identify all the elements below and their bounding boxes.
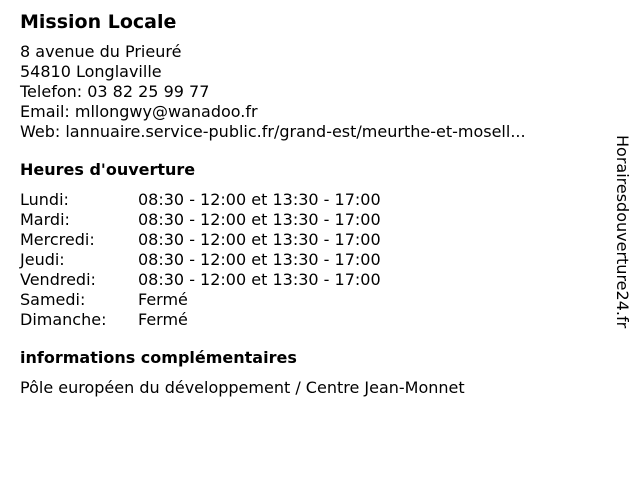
site-watermark: Horairesdouverture24.fr: [613, 135, 632, 329]
listing-card: [20, 10, 600, 398]
opening-hours-heading: Heures d'ouverture: [20, 160, 196, 179]
hours-time-value: 08:30 - 12:00 et 13:30 - 17:00: [138, 250, 381, 269]
hours-time-value: Fermé: [138, 290, 188, 309]
address-street: 8 avenue du Prieuré: [20, 42, 182, 61]
hours-row-friday: [20, 270, 600, 290]
additional-info-text: Pôle européen du développement / Centre Jean-Monnet: [20, 378, 465, 397]
hours-row-monday: [20, 190, 600, 210]
hours-row-tuesday: [20, 210, 600, 230]
hours-day-label: Vendredi:: [20, 270, 96, 289]
hours-time-value: 08:30 - 12:00 et 13:30 - 17:00: [138, 190, 381, 209]
hours-time-value: 08:30 - 12:00 et 13:30 - 17:00: [138, 270, 381, 289]
hours-row-saturday: [20, 290, 600, 310]
hours-row-wednesday: [20, 230, 600, 250]
hours-day-label: Mercredi:: [20, 230, 95, 249]
email-line: Email: mllongwy@wanadoo.fr: [20, 102, 258, 121]
hours-day-label: Lundi:: [20, 190, 69, 209]
web-line: Web: lannuaire.service-public.fr/grand-est/meurthe-et-mosell...: [20, 122, 526, 141]
hours-time-value: 08:30 - 12:00 et 13:30 - 17:00: [138, 230, 381, 249]
hours-row-sunday: [20, 310, 600, 330]
address-city: 54810 Longlaville: [20, 62, 162, 81]
business-title: Mission Locale: [20, 11, 177, 33]
hours-time-value: Fermé: [138, 310, 188, 329]
hours-day-label: Jeudi:: [20, 250, 65, 269]
hours-day-label: Mardi:: [20, 210, 70, 229]
phone-line: Telefon: 03 82 25 99 77: [20, 82, 210, 101]
hours-day-label: Samedi:: [20, 290, 86, 309]
hours-time-value: 08:30 - 12:00 et 13:30 - 17:00: [138, 210, 381, 229]
additional-info-heading: informations complémentaires: [20, 348, 297, 367]
hours-row-thursday: [20, 250, 600, 270]
hours-day-label: Dimanche:: [20, 310, 107, 329]
